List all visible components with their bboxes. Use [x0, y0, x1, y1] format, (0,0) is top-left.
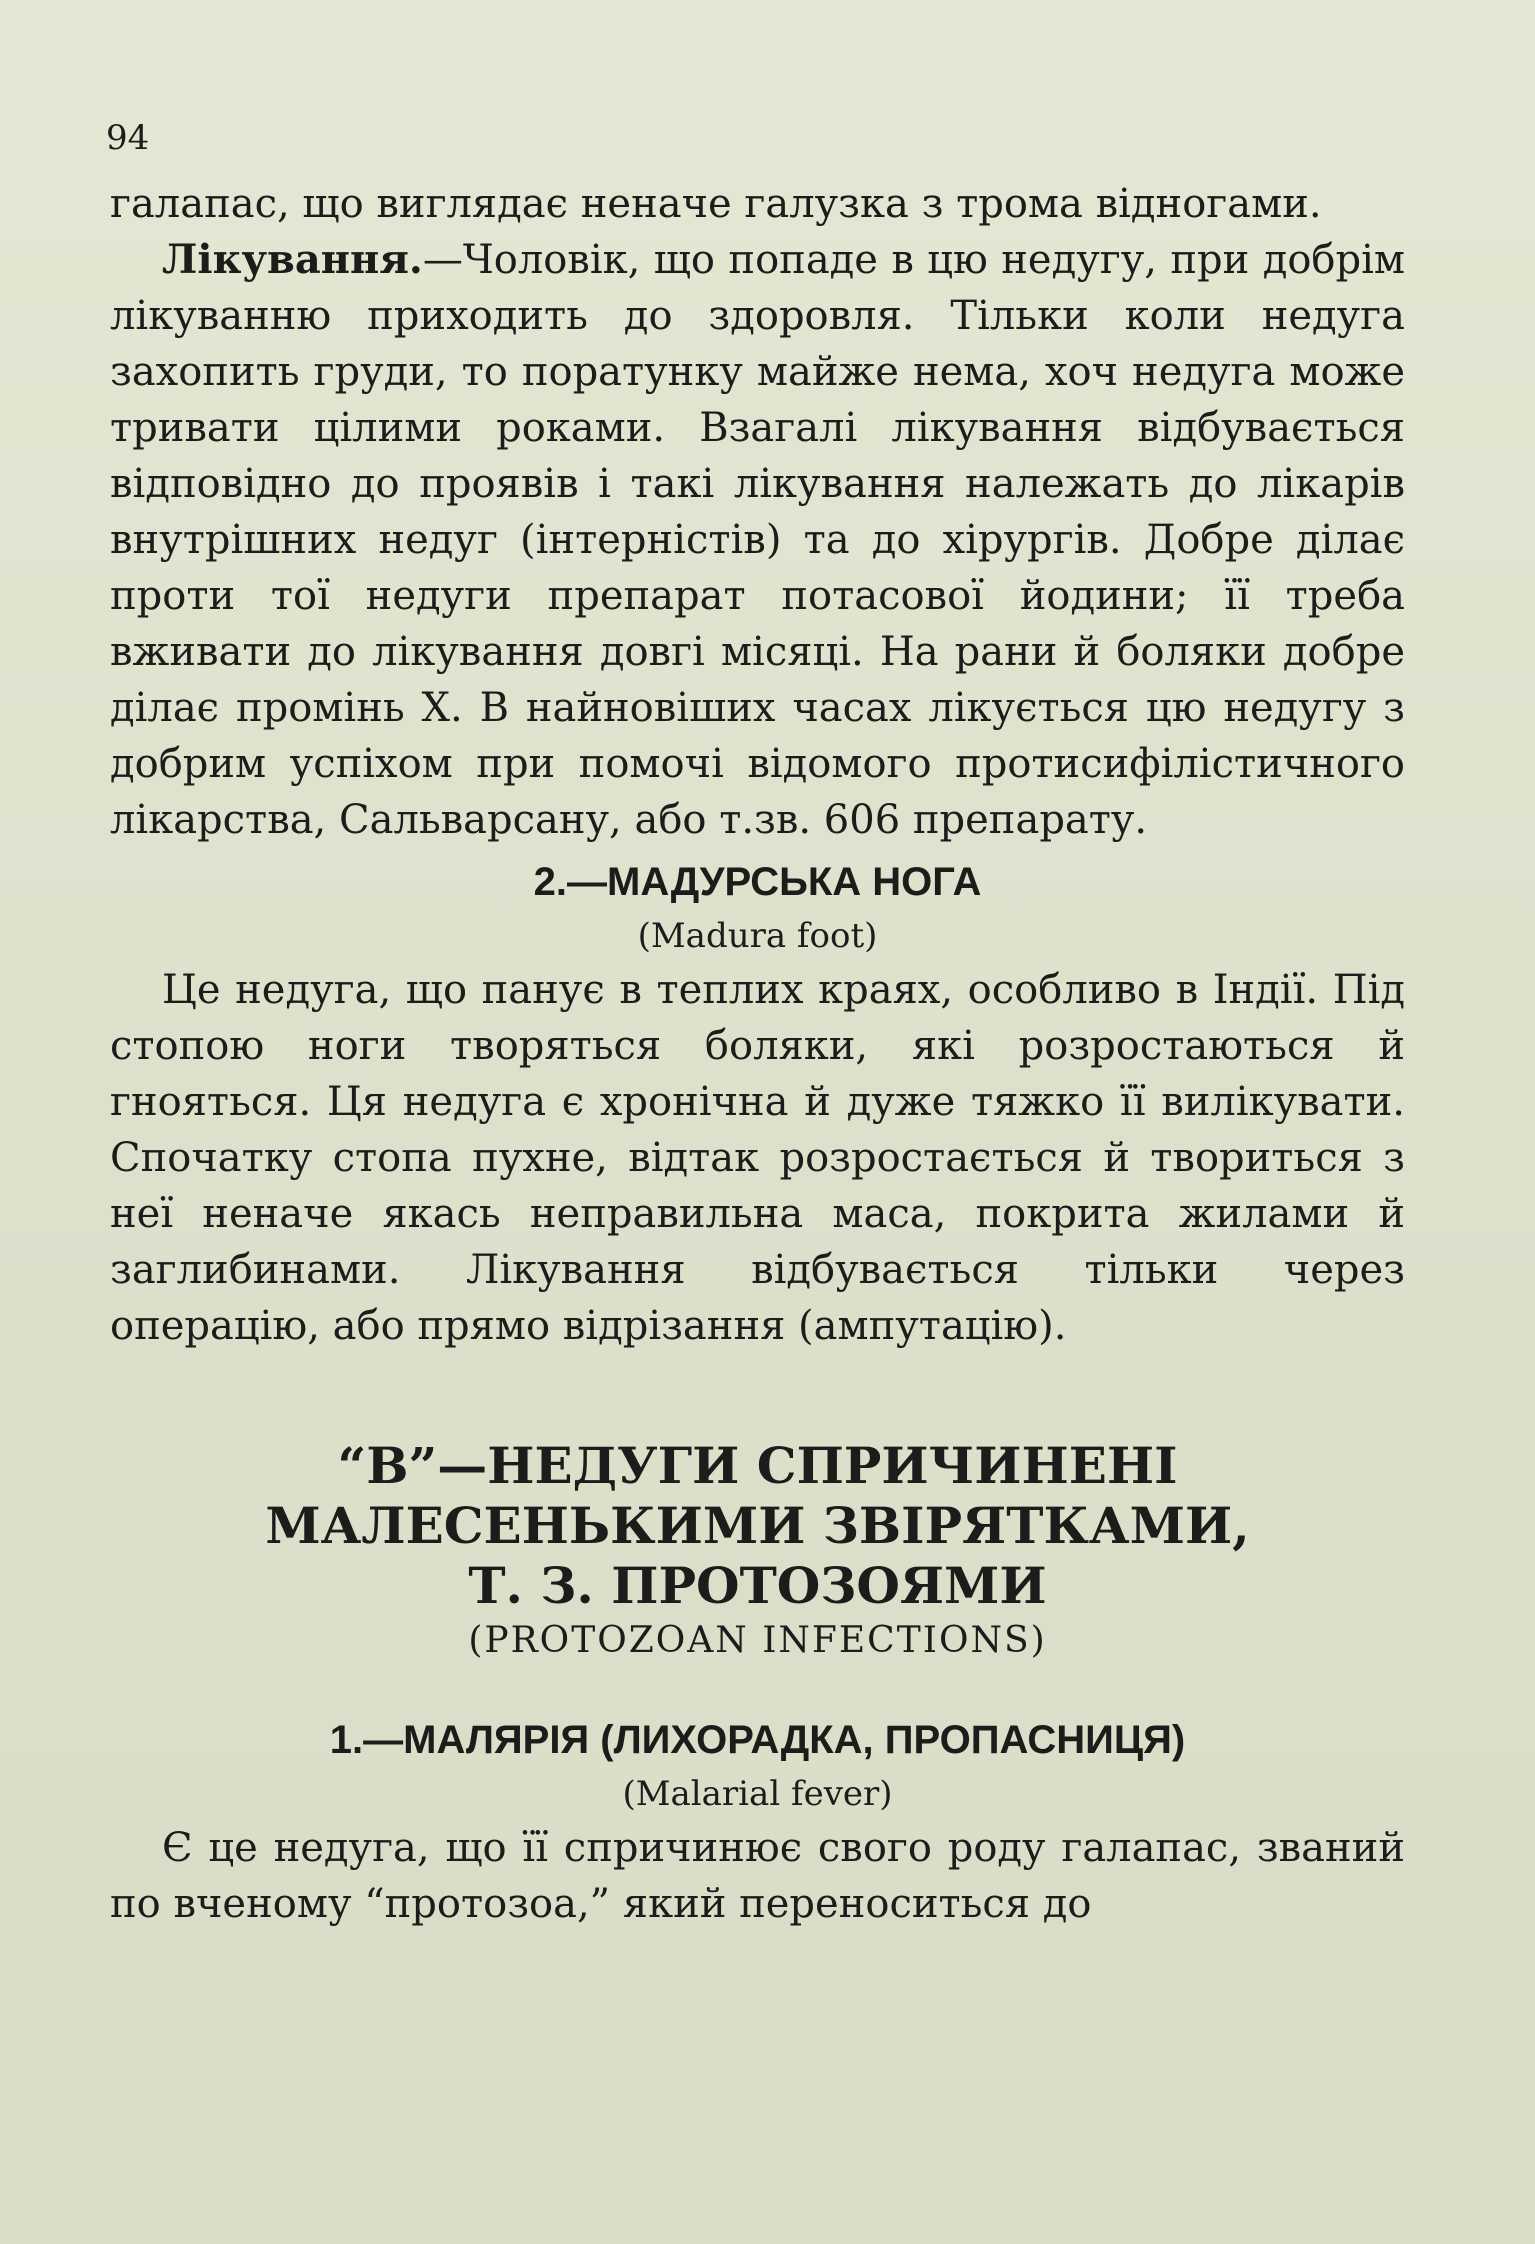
section-b-title-line: “В”—НЕДУГИ СПРИЧИНЕНІ	[337, 1436, 1178, 1495]
malaria-paragraph: Є це недуга, що її спричинює свого роду галапас, званий по вченому “протозоа,” який переноситься до	[110, 1825, 1405, 1927]
treatment-lead: Лікування.	[162, 236, 423, 283]
page-body	[110, 176, 1405, 1932]
treatment-text: —Чоловік, що попаде в цю недугу, при добрім лікуванню приходить до здоровля. Тільки коли недуга захопить груди, то поратунку майже нема, хоч недуга може тривати цілими роками. Взагалі лікування відбувається відповідно до проявів і такі лікування належать до лікарів внутрішних недуг (інтерністів) та до хірургів. Добре ділає проти тої недуги препарат потасової йодини; її треба вживати до лікування довгі місяці. На рани й боляки добре ділає промінь Х. В найновіших часах лікується цю недугу з добрим успіхом при помочі відомого протисифілістичного лікарства, Сальварсану, або т.зв. 606 препарату.	[110, 237, 1405, 843]
intro-paragraph: галапас, що виглядає неначе галузка з трома відногами.	[110, 181, 1322, 227]
madura-heading: 2.—МАДУРСЬКА НОГА	[533, 860, 982, 904]
malaria-subtitle: (Malarial fever)	[622, 1774, 893, 1814]
page-number: 94	[106, 118, 150, 158]
section-b-title-line: Т. З. ПРОТОЗОЯМИ	[468, 1556, 1047, 1615]
treatment-paragraph	[110, 232, 1405, 848]
section-b-title	[110, 1436, 1405, 1616]
madura-subtitle: (Madura foot)	[637, 916, 878, 956]
section-b-title-line: МАЛЕСЕНЬКИМИ ЗВІРЯТКАМИ,	[265, 1496, 1250, 1555]
madura-paragraph: Це недуга, що панує в теплих краях, особливо в Індії. Під стопою ноги творяться боляки, які розростаються й гнояться. Ця недуга є хронічна й дуже тяжко її вилікувати. Спочатку стопа пухне, відтак розростається й твориться з неї неначе якась неправильна маса, покрита жилами й заглибинами. Лікування відбувається тільки через операцію, або прямо відрізання (ампутацію).	[110, 967, 1405, 1349]
section-b-subtitle: (PROTOZOAN INFECTIONS)	[468, 1620, 1047, 1661]
malaria-heading: 1.—МАЛЯРІЯ (ЛИХОРАДКА, ПРОПАСНИЦЯ)	[329, 1718, 1186, 1762]
